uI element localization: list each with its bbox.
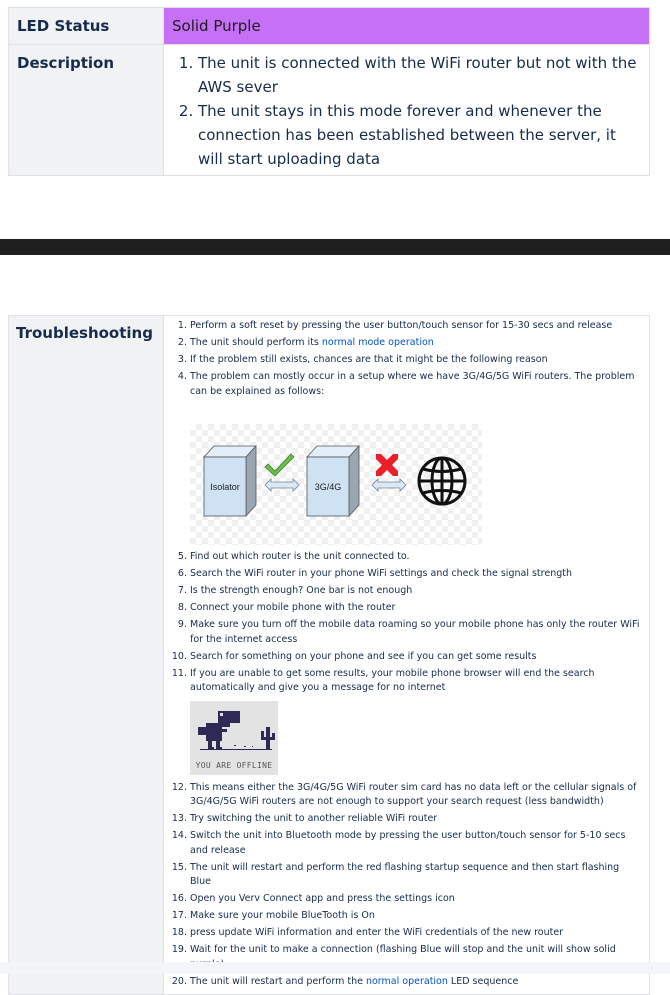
step-item: 3. If the problem still exists, chances are that it might be the following reason bbox=[177, 354, 548, 365]
double-arrow-icon bbox=[372, 479, 406, 491]
offline-dino-image bbox=[190, 701, 278, 775]
offline-caption: YOU ARE OFFLINE bbox=[195, 760, 273, 770]
router-box-icon bbox=[307, 446, 359, 516]
step-item: 4. The problem can mostly occur in a setup where we have 3G/4G/5G WiFi routers. The problem can be explained as follows: Isolator 3G/4G bbox=[181, 370, 641, 545]
description-item: 2. The unit stays in this mode forever and whenever the connection has been established between the server, it will start uploading data bbox=[198, 99, 641, 171]
step-item: 10. Search for something on your phone and see if you can get some results bbox=[171, 650, 537, 662]
dinosaur-icon bbox=[198, 711, 240, 749]
globe-icon bbox=[419, 458, 465, 504]
step-item: 16. Open you Verv Connect app and press the settings icon bbox=[171, 893, 455, 904]
troubleshooting-label: Troubleshooting bbox=[9, 316, 164, 995]
description-item: 1. The unit is connected with the WiFi router but not with the AWS sever bbox=[198, 51, 641, 99]
cross-icon bbox=[376, 454, 398, 476]
normal-mode-operation-link[interactable]: normal mode operation bbox=[321, 337, 434, 348]
router-label: 3G/4G bbox=[314, 482, 342, 492]
section-divider-band bbox=[0, 239, 670, 255]
step-item: 14. Switch the unit into Bluetooth mode by pressing the user button/touch sensor for 5-10 secs and release bbox=[171, 830, 626, 856]
isolator-label: Isolator bbox=[210, 482, 240, 492]
led-status-table bbox=[8, 7, 650, 176]
step-item: 9. Make sure you turn off the mobile data roaming so your mobile phone has only the router WiFi for the internet access bbox=[177, 619, 640, 645]
description-list bbox=[172, 51, 641, 171]
step-item: 20. The unit will restart and perform the normal operation LED sequence bbox=[171, 975, 519, 987]
normal-operation-link[interactable]: normal operation bbox=[365, 975, 448, 987]
step-item: 18. press update WiFi information and enter the WiFi credentials of the new router bbox=[171, 927, 564, 938]
step-item: 6. Search the WiFi router in your phone WiFi settings and check the signal strength bbox=[177, 568, 572, 579]
step-item: 12. This means either the 3G/4G/5G WiFi router sim card has no data left or the cellular signals of 3G/4G/5G WiFi routers are not enough to support your search request (less bandwidth) bbox=[171, 781, 637, 807]
troubleshooting-steps bbox=[172, 319, 641, 989]
isolator-box-icon bbox=[204, 446, 256, 516]
step-item: 8. Connect your mobile phone with the router bbox=[177, 602, 396, 613]
step-item: 15. The unit will restart and perform the red flashing startup sequence and then start flashing Blue bbox=[171, 861, 620, 887]
step-item: 5. Find out which router is the unit connected to. bbox=[177, 551, 410, 562]
page-footer-strip bbox=[0, 962, 670, 974]
network-diagram bbox=[190, 424, 482, 545]
step-item: 19. Wait for the unit to make a connection (flashing Blue will stop and the unit will show solid bbox=[171, 944, 616, 955]
led-status-value: Solid Purple bbox=[164, 8, 650, 45]
description-cell bbox=[164, 45, 650, 176]
double-arrow-icon bbox=[265, 479, 299, 491]
troubleshooting-cell bbox=[164, 316, 650, 995]
step-item: 11. If you are unable to get some results, your mobile phone browser will end the search automatically and give you a message for no internet YOU ARE OFFLINE bbox=[181, 667, 641, 775]
troubleshooting-table bbox=[8, 315, 650, 995]
step-item: 2. The unit should perform its normal mode operation bbox=[177, 337, 434, 348]
step-item: 13. Try switching the unit to another reliable WiFi router bbox=[171, 813, 438, 824]
description-label: Description bbox=[9, 45, 164, 176]
step-item: 17. Make sure your mobile BlueTooth is On bbox=[171, 910, 375, 921]
check-mark-icon bbox=[265, 454, 294, 476]
step-item: 1. Perform a soft reset by pressing the user button/touch sensor for 15-30 secs and release bbox=[177, 320, 613, 331]
cactus-icon bbox=[261, 727, 275, 749]
step-item: 7. Is the strength enough? One bar is not enough bbox=[177, 585, 413, 596]
led-status-label: LED Status bbox=[9, 8, 164, 45]
